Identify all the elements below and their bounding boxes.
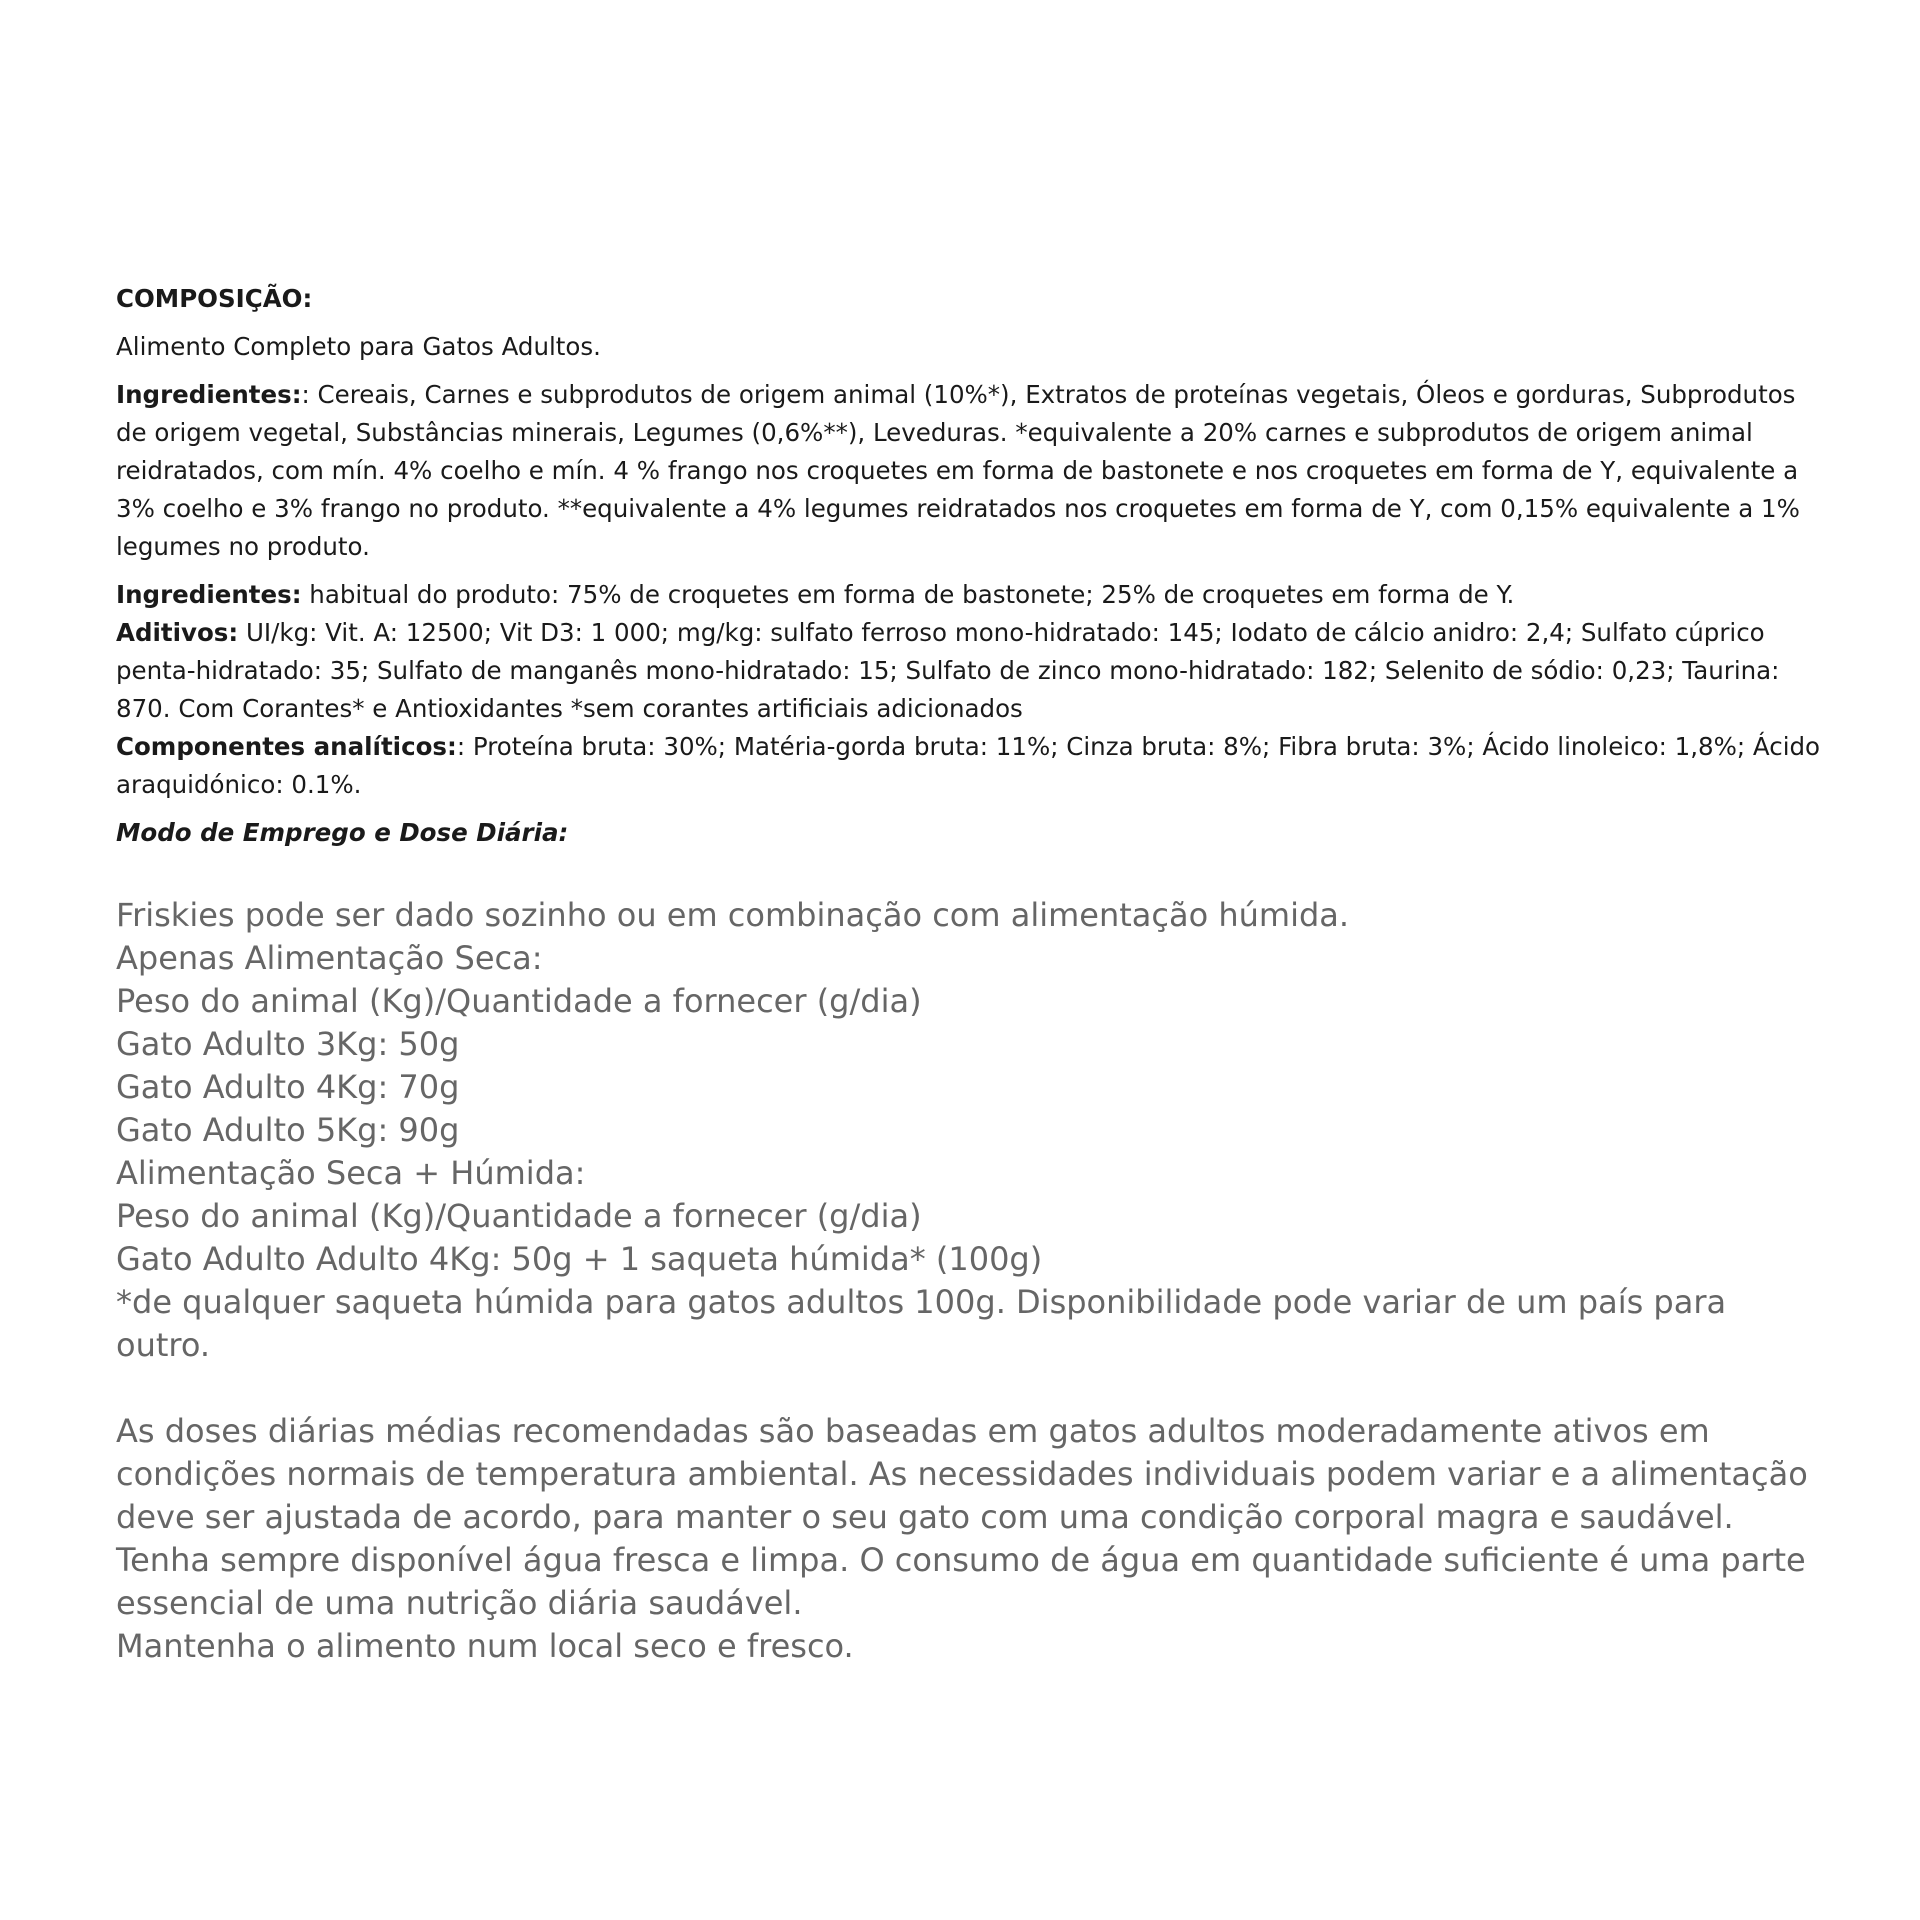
ingredients-label: Ingredientes: <box>116 380 302 409</box>
ingredients-habitual-label: Ingredientes: <box>116 580 302 609</box>
dry-feeding-row: Gato Adulto 4Kg: 70g <box>116 1068 460 1106</box>
additives-paragraph <box>116 614 1826 728</box>
paragraph-spacer <box>116 1367 1826 1410</box>
analytical-paragraph <box>116 728 1826 804</box>
dry-feeding-header: Peso do animal (Kg)/Quantidade a fornecer (g/dia) <box>116 982 922 1020</box>
usage-intro: Friskies pode ser dado sozinho ou em combinação com alimentação húmida. <box>116 896 1350 934</box>
product-description <box>116 280 1826 1668</box>
ingredients-paragraph <box>116 376 1826 566</box>
analytical-text: : Proteína bruta: 30%; Matéria-gorda bruta: 11%; Cinza bruta: 8%; Fibra bruta: 3%; Ácido linoleico: 1,8%; Ácido araquidónico: 0.1%. <box>116 732 1821 799</box>
additives-label: Aditivos: <box>116 618 239 647</box>
ingredients-text: : Cereais, Carnes e subprodutos de origem animal (10%*), Extratos de proteínas vegetais, Óleos e gorduras, Subprodutos de origem vegetal, Substâncias minerais, Legumes (0,6%**), Leveduras. *equivalente a 20% carnes e subprodutos de origem animal reidratados, com mín. 4% coelho e mín. 4 % frango nos croquetes em forma de bastonete e nos croquetes em forma de Y, equivalente a 3% coelho e 3% frango no produto. **equivalente a 4% legumes reidratados nos croquetes em forma de Y, com 0,15% equivalente a 1% legumes no produto. <box>116 380 1800 561</box>
dry-feeding-title: Apenas Alimentação Seca: <box>116 939 543 977</box>
additives-text: UI/kg: Vit. A: 12500; Vit D3: 1 000; mg/kg: sulfato ferroso mono-hidratado: 145; Iodato de cálcio anidro: 2,4; Sulfato cúprico penta-hidratado: 35; Sulfato de manganês mono-hidratado: 15; Sulfato de zinco mono-hidratado: 182; Selenito de sódio: 0,23; Taurina: 870. Com Corantes* e Antioxidantes *sem corantes artificiais adicionados <box>116 618 1780 723</box>
ingredients-habitual-paragraph <box>116 576 1826 614</box>
dry-feeding-row: Gato Adulto 5Kg: 90g <box>116 1111 460 1149</box>
mixed-feeding-title: Alimentação Seca + Húmida: <box>116 1154 586 1192</box>
dry-feeding-row: Gato Adulto 3Kg: 50g <box>116 1025 460 1063</box>
analytical-label: Componentes analíticos: <box>116 732 457 761</box>
storage-note: Mantenha o alimento num local seco e fresco. <box>116 1627 854 1665</box>
composition-title: COMPOSIÇÃO: <box>116 284 313 313</box>
ingredients-habitual-text: habitual do produto: 75% de croquetes em forma de bastonete; 25% de croquetes em forma de Y. <box>301 580 1515 609</box>
usage-section <box>116 894 1826 1668</box>
mixed-feeding-row: Gato Adulto Adulto 4Kg: 50g + 1 saqueta húmida* (100g) <box>116 1240 1043 1278</box>
composition-section <box>116 280 1826 852</box>
mixed-feeding-header: Peso do animal (Kg)/Quantidade a fornecer (g/dia) <box>116 1197 922 1235</box>
usage-paragraph: As doses diárias médias recomendadas são baseadas em gatos adultos moderadamente ativos em condições normais de temperatura ambiental. As necessidades individuais podem variar e a alimentação deve ser ajustada de acordo, para manter o seu gato com uma condição corporal magra e saudável. Tenha sempre disponível água fresca e limpa. O consumo de água em quantidade suficiente é uma parte essencial de uma nutrição diária saudável. <box>116 1412 1808 1622</box>
usage-title: Modo de Emprego e Dose Diária: <box>116 818 569 847</box>
composition-subtitle: Alimento Completo para Gatos Adultos. <box>116 332 601 361</box>
usage-footnote: *de qualquer saqueta húmida para gatos adultos 100g. Disponibilidade pode variar de um país para outro. <box>116 1283 1727 1364</box>
